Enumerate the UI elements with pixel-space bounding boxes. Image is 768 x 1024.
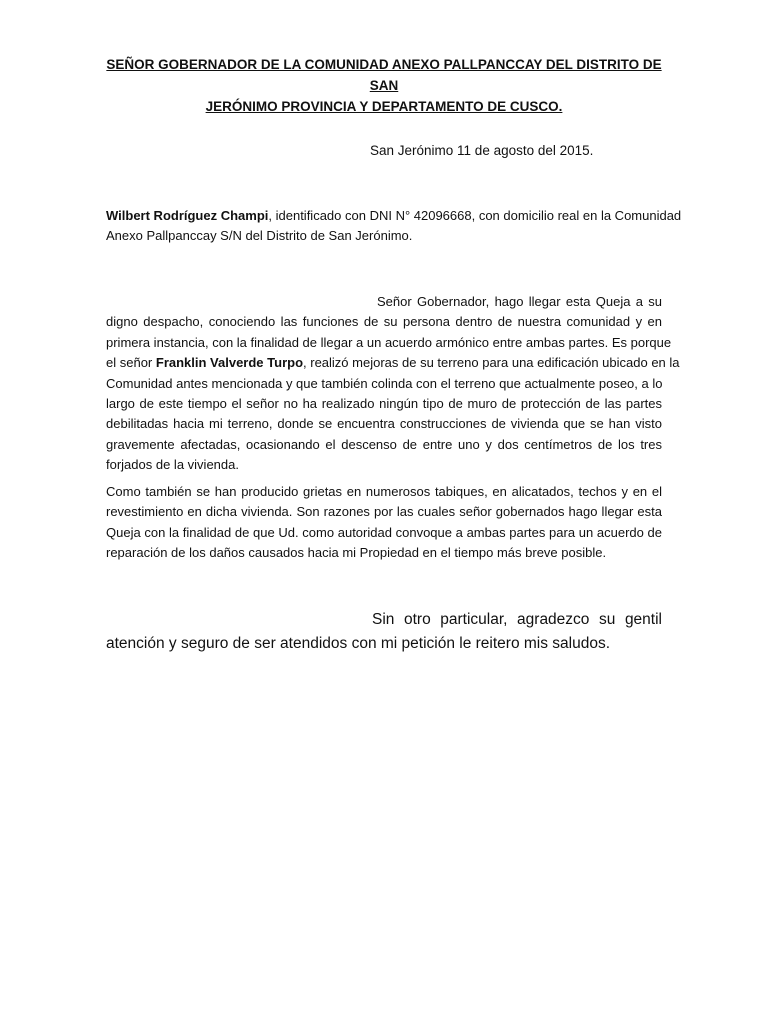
intro-line-1 [106,206,682,226]
complaint-line-1-text: Señor Gobernador, hago llegar esta Queja a su [377,294,662,309]
complaint-line-5: Comunidad antes mencionada y que también colinda con el terreno que actualmente poseo, a lo [106,375,663,391]
intro-line-1-text: , identificado con DNI N° 42096668, con domicilio real en la Comunidad [268,208,682,223]
intro-line-2: Anexo Pallpanccay S/N del Distrito de San Jerónimo. [106,228,413,244]
closing-line-1-text: Sin otro particular, agradezco su gentil [372,611,662,628]
complaint-paragraph [106,292,680,476]
letter-heading [100,54,668,117]
complaint-line-1 [106,292,662,312]
complaint-line-4-pre: el señor [106,355,156,371]
damages-line-1: Como también se han producido grietas en numerosos tabiques, en alicatados, techos y en el [106,484,662,499]
complaint-line-3: primera instancia, con la finalidad de llegar a un acuerdo armónico entre ambas partes. Es porque [106,334,672,350]
heading-line-2: JERÓNIMO PROVINCIA Y DEPARTAMENTO DE CUSCO. [205,99,563,114]
damages-line-4: reparación de los daños causados hacia mi Propiedad en el tiempo más breve posible. [106,545,607,561]
sender-name: Wilbert Rodríguez Champi [106,208,269,223]
closing-line-1 [106,608,662,632]
complaint-line-6: largo de este tiempo el señor no ha realizado ningún tipo de muro de protección de las partes [106,395,662,411]
intro-paragraph [106,206,682,247]
heading-line-1: SEÑOR GOBERNADOR DE LA COMUNIDAD ANEXO PALLPANCCAY DEL DISTRITO DE SAN [106,57,662,93]
closing-paragraph [106,608,662,656]
complaint-line-7: debilitadas hacia mi terreno, donde se encuentra construcciones de vivienda que se han visto [106,416,662,432]
damages-paragraph [106,482,662,564]
complaint-line-2: digno despacho, conociendo las funciones de su persona dentro de nuestra comunidad y en [106,314,662,330]
damages-line-3: Queja con la finalidad de que Ud. como autoridad convoque a ambas partes para un acuerdo de [106,524,662,540]
complaint-line-4-post: , realizó mejoras de su terreno para una edificación ubicado en la [303,355,680,371]
damages-line-2: revestimiento en dicha vivienda. Son razones por las cuales señor gobernados hago llegar esta [106,504,662,520]
complaint-line-4 [106,353,680,373]
neighbor-name: Franklin Valverde Turpo [155,355,304,371]
letter-date: San Jerónimo 11 de agosto del 2015. [370,143,594,158]
complaint-line-8: gravemente afectadas, ocasionando el descenso de entre uno y dos centímetros de los tres [106,436,662,452]
complaint-line-9: forjados de la vivienda. [106,457,239,473]
closing-line-2: atención y seguro de ser atendidos con mi petición le reitero mis saludos. [106,635,611,652]
